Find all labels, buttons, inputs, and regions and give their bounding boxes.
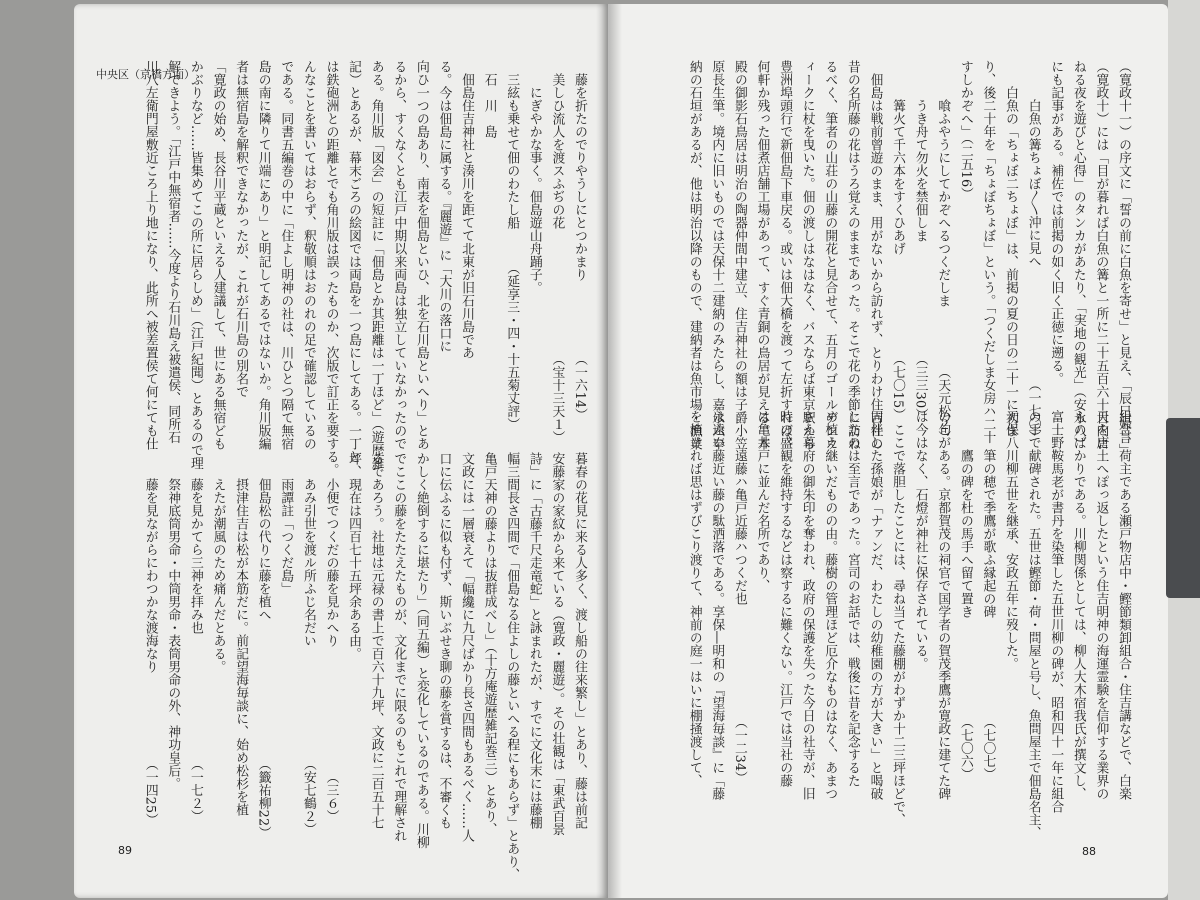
text-line: の手で献碑された。五世は鰹節・荷・問屋と号し、魚問屋主で佃島名主、 bbox=[1025, 410, 1041, 839]
text-line: 白魚の「ちょぼ二ちょぼ」は、前掲の夏の日の二十一に初ま bbox=[1003, 60, 1019, 437]
text-line: 川八左衛門屋敷近ころ上り地になり、此所へ被差置侯て何にても仕 bbox=[142, 60, 158, 450]
text-line: 口に伝ふるに似も付ず、斯いぶせき聊の藤を賞するは、不審くも bbox=[436, 452, 452, 829]
text-line: 美しひ流人を渡スふぢの花 （宝十三天１） bbox=[549, 60, 565, 444]
text-line: 白魚の篝ちょぼ〱沖に見へ （一七〇） bbox=[1025, 60, 1041, 444]
bookmark-tab bbox=[1166, 418, 1200, 598]
text-line: あみ引世を渡ル所ふじ名だい （安七鶴２） bbox=[300, 452, 316, 836]
text-line: かぶりなど……皆集めてこの所に居らしめ」（江戸紀聞）とあるので理 bbox=[187, 60, 203, 470]
text-line: 暮春の花見に来る人多く、渡し船の往来繁し」とあり、藤は前記 bbox=[572, 452, 587, 829]
text-line: 原長生筆。境内に旧いものでは天保十二建納のみたらし、嘉永六奉 bbox=[709, 60, 725, 450]
text-line: 坪、現在は四百七十五坪余ある由。 bbox=[346, 452, 362, 660]
book-gutter bbox=[596, 4, 622, 898]
text-line: 三絃も乗せて佃のわたし船 （延享三・四・十五菊丈評） bbox=[504, 60, 520, 431]
text-line: 者は無宿島を解釈できなかったが、これが石川島の別名で bbox=[233, 60, 249, 398]
text-line: ねる夜を遊びと心得」のタンカがあたり、「実地の観光」（安永八） bbox=[1070, 60, 1086, 451]
text-line: 天保八川柳五世を継承、安政五年に歿した。 bbox=[1003, 410, 1019, 670]
text-line: 筆の穂で季鷹が歌ふ縁起の碑 （七〇七） bbox=[980, 410, 996, 781]
text-line: 篝火て千六本をすくひあげ （七〇15） bbox=[890, 60, 906, 422]
text-line: 解できよう。「江戸中無宿者……今度より石川島え被遣侯、同所石 bbox=[165, 60, 181, 444]
text-line: 「寛政の始め、長谷川平蔵といえる人建議して、世にある無宿ども bbox=[210, 60, 226, 450]
text-line: 向ひ一つの島あり、南表を佃島といひ、北を石川島といへり」とあ bbox=[413, 60, 429, 450]
text-line: したのは至言であった。宮司のお話では、戦後に昔を記念するた bbox=[844, 410, 860, 787]
text-line: すしかぞへ」（二五16） bbox=[957, 60, 973, 201]
text-line: ものばかりである。川柳関係としては、柳人大木宿我氏が撰文し、 bbox=[1070, 410, 1086, 800]
text-line: り、後二十年を「ちょぼちょぼ」という。「つくだしま女房ハ二十 bbox=[980, 60, 996, 444]
text-line: 佃島松の代りに藤を植へ （籤祐柳22） bbox=[255, 452, 271, 840]
text-line: （寛政十）には「目が暮れば白魚の篝と一所に二十五百六十日内に bbox=[1093, 60, 1109, 450]
text-line: 同伴した孫娘が「ナァンだ、わたしの幼稚園の方が大きい」と喝破 bbox=[867, 410, 883, 800]
page-number-right: 88 bbox=[1082, 845, 1096, 858]
text-line: 藤を折たのでりやうしにとつかまり （一六14） bbox=[572, 60, 587, 422]
text-line: 安藤家の家紋から来ている（寛政・麗遊）。その壮観は「東武百景 bbox=[549, 452, 565, 836]
text-line: えたが潮風のため痛んだとある。 bbox=[210, 452, 226, 673]
text-line: を植ければ思はずびこり渡りて、神前の庭一はいに棚掻渡して、 bbox=[686, 410, 702, 787]
text-line: 幅三間長さ四間で「佃島なる住よしの藤といへる程にもあらず」とあり、 bbox=[504, 452, 520, 881]
text-line: にも記事がある。補佐では前掲の如く旧く正徳に遡る。 bbox=[1048, 60, 1064, 385]
text-line: の句がある。京都賀茂の祠官で国学者の賀茂季鷹が寛政に建てた碑 bbox=[935, 410, 951, 800]
text-line: 鷹の碑を杜の馬手へ留て置き （七〇六） bbox=[957, 410, 973, 781]
text-line: 記）とあるが、幕末ごろの絵図では両島を一つ島にしてある。一丁と bbox=[346, 60, 362, 463]
text-line: 昔の名所藤の花はうろ覚えのままであった。そこで花の季節に訪ね bbox=[844, 60, 860, 450]
text-line: 何軒か残った佃煮店舗工場があって、すぐ青銅の鳥居が見える。本 bbox=[754, 60, 770, 450]
text-line: にぎやかな事く。佃島遊山舟踊子。 bbox=[526, 60, 542, 294]
text-line: 雨譚註「つくだ島」 bbox=[278, 452, 294, 595]
text-line: 遠藤ハ亀戸近藤ハつくだ也 （一二34） bbox=[731, 410, 747, 785]
text-line: 詩」に「古藤千尺走竜蛇」と詠まれたが、すでに文化末には藤棚 bbox=[526, 452, 542, 829]
text-line: ィークに杖を曳いた。佃の渡しはなはなく、バスならば東京駅から bbox=[799, 60, 815, 450]
text-line: ここで落胆したことには、尋ね当てた藤棚がわずか十二三坪ほどで、 bbox=[890, 410, 906, 826]
text-line: さえ幕府の御朱印を奪われ、政府の保護を失った今日の社寺が、旧 bbox=[799, 410, 815, 800]
text-line: でここの藤をたたえたものが、文化までに限るのもこれで理解され bbox=[391, 452, 407, 842]
text-line: は鉄砲洲との距離とでも角川版は誤ったものか、次版で訂正を要する。 bbox=[323, 60, 339, 476]
text-line: 天を唐土へぽっ返したという住吉明神の海運霊験を信仰する業界の bbox=[1093, 410, 1109, 800]
running-head: 中央区（京橋方面） bbox=[96, 68, 195, 81]
text-line: 亀戸天神の藤よりは抜群成べし」（十方庵遊歴雑記巻三）とあり、 bbox=[481, 452, 497, 836]
text-line: うき舟て勿火を禁佃しま （三三30） bbox=[912, 60, 928, 422]
text-line: 藤を見かてら三神を拝み也 （一七２） bbox=[187, 452, 203, 823]
left-page-text-upper bbox=[120, 60, 590, 476]
text-line: め植え継いだものの由。藤樹の管理ほど厄介なものはなく、あまつ bbox=[822, 410, 838, 800]
text-line: んなことを書いてはおらず、釈敬順はおのれの足で確認しているの bbox=[300, 60, 316, 450]
text-line: るであろう。社地は元禄の書上で百六十九坪、文政に二百五十七 bbox=[368, 452, 384, 829]
text-line: は今はなく、石燈が神社に保存されている。 bbox=[912, 410, 928, 670]
text-line: 佃島住吉神社と湊川を距てて北東が旧石川島であ bbox=[459, 60, 475, 359]
text-line: （寛政十一）の序文に「誓の前に白魚を寄せ」と見え、「辰巳婦言」 bbox=[1116, 60, 1131, 457]
text-line: 文政には一層衰えて「幅纔に九尺ばかり長さ四間もあるべく……人 bbox=[459, 452, 475, 842]
page-number-left: 89 bbox=[118, 844, 132, 857]
text-line: る。今は佃島に属する。『麗遊』に「大川の落口に bbox=[436, 60, 452, 353]
text-line: 祭神底筒男命・中筒男命・表筒男命の外、神功皇后。 bbox=[165, 452, 181, 790]
text-line: 富士野鞍馬老が書丹を染筆した五世川柳の碑が、昭和四十一年に組合 bbox=[1048, 410, 1064, 813]
text-line: 喰ふやうにしてかぞへるつくだしま （天元松２） bbox=[935, 60, 951, 444]
right-page-text-lower bbox=[664, 410, 1134, 850]
text-line: は亀井戸に並んだ名所であり、 bbox=[754, 410, 770, 592]
text-line: るべく、筆者の山荘の山藤の開花と見合せて、五月のゴールデンウ bbox=[822, 60, 838, 450]
text-line: 石 川 島 bbox=[481, 60, 497, 138]
text-line: 島の南に隣りて川端にあり」と明記してあるではないか。角川版編 bbox=[255, 60, 271, 450]
text-line: 佃島は戦前曾遊のまま、用がないから訪れず、とりわけ住吉社の bbox=[867, 60, 883, 450]
text-line: 小便でつくだの藤を見かへり （三６） bbox=[323, 452, 339, 823]
text-line: である。同書五編巻の中に「住よし明神の社は、川ひとつ隔て無宿 bbox=[278, 60, 294, 450]
text-line: 時の盛観を維持するなどは察するに難くない。江戸では当社の藤 bbox=[777, 410, 793, 787]
text-line: 殿の御影石鳥居は明治の陶器仲間中建立、住吉神社の額は子爵小笠 bbox=[731, 60, 747, 450]
text-line: 摂津住吉は松が本筋だに。前記望海毎談に、始め松杉を植 bbox=[233, 452, 249, 816]
text-line: は遠い藤近い藤の駄洒落である。享保―明和の『望海毎談』に「藤 bbox=[709, 410, 725, 800]
text-line: ある。角川版「図会」の短註に「佃島とか其距離は一丁ほど」（遊歴雑 bbox=[368, 60, 384, 470]
text-line: るから、すくなくとも江戸中期以来両島は独立していなかったので bbox=[391, 60, 407, 450]
text-line: かしく絶倒するに堪たり」（同五編）と変化しているのである。川柳 bbox=[413, 452, 429, 849]
text-line: 豊洲埠頭行で新佃島下車戻る。或いは佃大橋を渡って左折すれば、 bbox=[777, 60, 793, 450]
text-line: 藤を見ながらにわつかな渡海なり （一四25） bbox=[142, 452, 158, 827]
text-line: 納の石垣があるが、他は明治以降のもので、建納者は魚市場・漁業 bbox=[686, 60, 702, 450]
right-page-text-upper bbox=[664, 60, 1134, 457]
text-line: 組合、荷主である瀬戸物店中・鰹節類卸組合・住吉講などで、白楽 bbox=[1116, 410, 1131, 800]
